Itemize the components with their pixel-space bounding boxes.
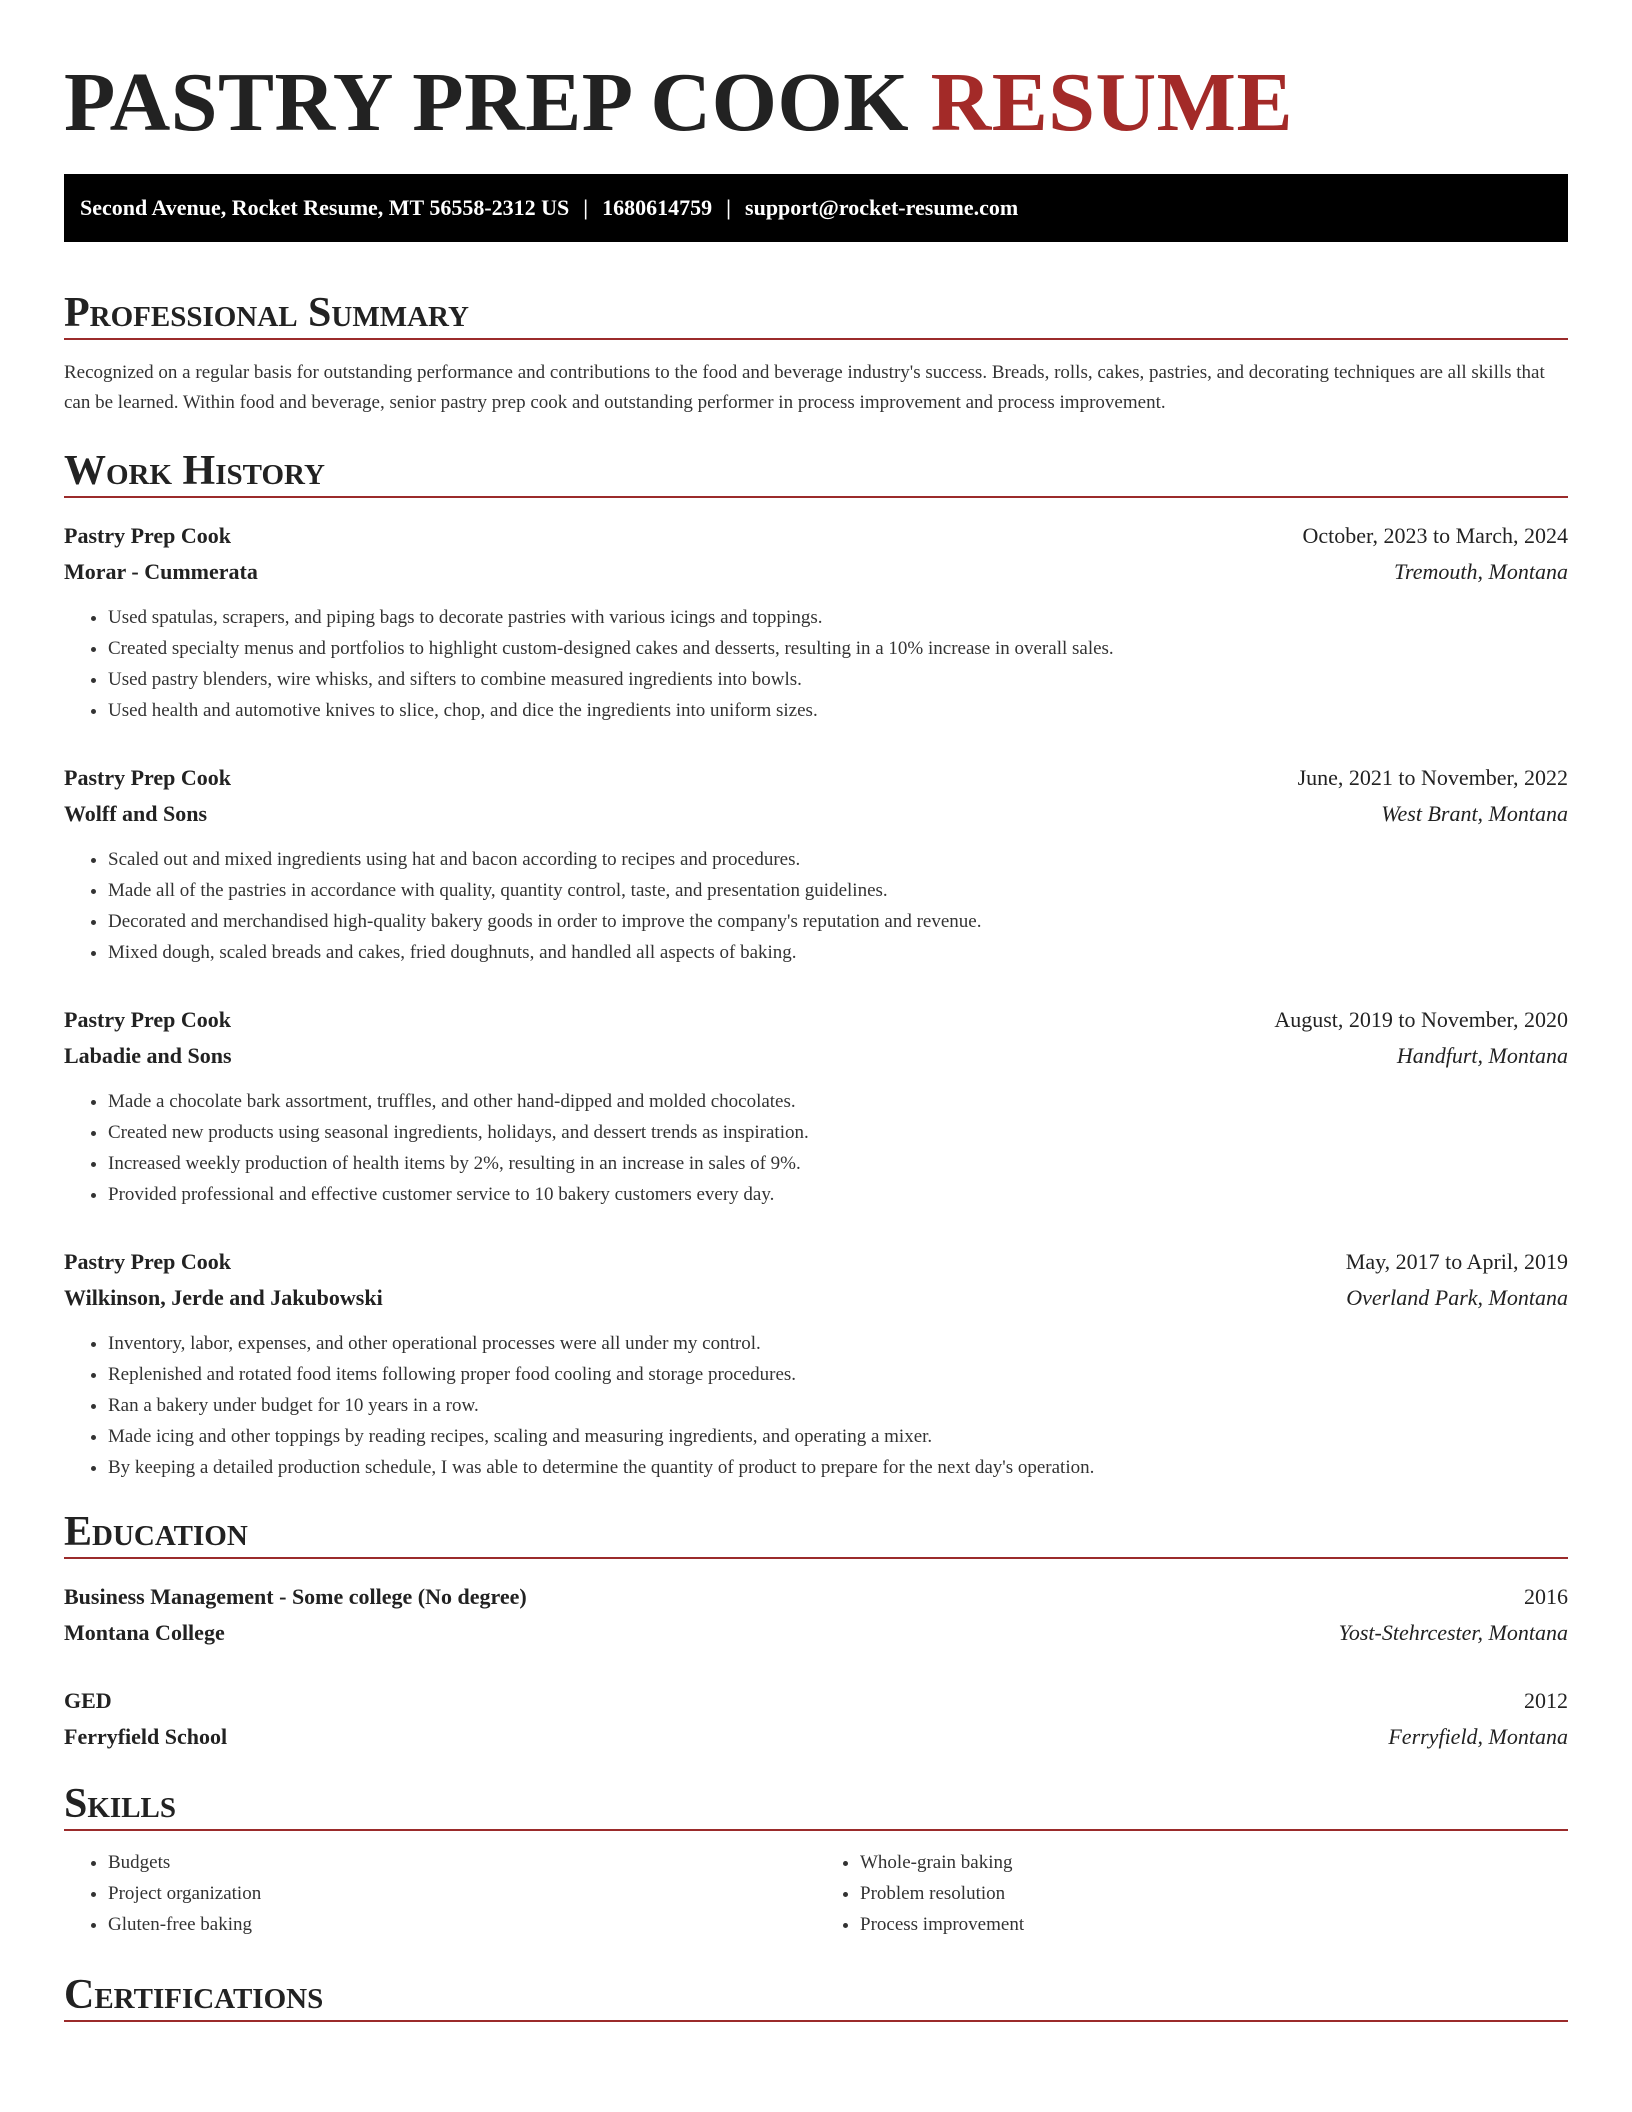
summary-text: Recognized on a regular basis for outstanding performance and contributions to the food and beverage industry's success. Breads, rolls, cakes, pastries, and decorating techniques are all skills that can be learned. Within food and beverage, senior pastry prep cook and outstanding performer in process improvement and process improvement. <box>64 362 1545 413</box>
job-bullets <box>64 602 1568 726</box>
job-company: Morar - Cummerata <box>64 559 258 584</box>
job-bullets <box>64 844 1568 968</box>
job-bullet: • Made a chocolate bark assortment, truffles, and other hand-dipped and molded chocolates. <box>108 1086 1568 1117</box>
contact-phone: 1680614759 <box>602 195 713 220</box>
skill-item: • Gluten-free baking <box>108 1909 816 1940</box>
job-bullet: • Ran a bakery under budget for 10 years in a row. <box>108 1390 1568 1421</box>
certifications-section <box>64 1970 1568 2022</box>
education-year: 2012 <box>1524 1688 1568 1713</box>
section-heading: Education <box>64 1509 248 1555</box>
job-title: Pastry Prep Cook <box>64 765 232 790</box>
job-bullet: • Decorated and merchandised high-quality bakery goods in order to improve the company's reputation and revenue. <box>108 906 1568 937</box>
job-entry <box>64 760 1568 968</box>
section-heading: Certifications <box>64 1972 324 2018</box>
contact-email[interactable]: support@rocket-resume.com <box>745 195 1019 220</box>
job-bullet: • Increased weekly production of health items by 2%, resulting in an increase in sales of 9%. <box>108 1148 1568 1179</box>
resume-title <box>64 0 1568 148</box>
education-school: Montana College <box>64 1620 225 1645</box>
contact-separator: | <box>583 195 589 220</box>
work-history-section <box>64 446 1568 1483</box>
education-location: Yost-Stehrcester, Montana <box>1338 1620 1568 1645</box>
section-heading: Skills <box>64 1781 177 1827</box>
skill-item: • Whole-grain baking <box>860 1847 1568 1878</box>
job-title: Pastry Prep Cook <box>64 1007 232 1032</box>
job-dates: October, 2023 to March, 2024 <box>1302 523 1568 548</box>
professional-summary-section <box>64 288 1568 418</box>
job-title: Pastry Prep Cook <box>64 1249 232 1274</box>
section-divider <box>64 2020 1568 2022</box>
skill-item: • Project organization <box>108 1878 816 1909</box>
education-degree: GED <box>64 1688 112 1713</box>
job-company: Wilkinson, Jerde and Jakubowski <box>64 1285 383 1310</box>
skills-columns <box>64 1847 1568 1940</box>
job-company: Wolff and Sons <box>64 801 208 826</box>
job-location: Tremouth, Montana <box>1394 559 1568 584</box>
education-entry <box>64 1579 1568 1651</box>
job-bullet: • Inventory, labor, expenses, and other operational processes were all under my control. <box>108 1328 1568 1359</box>
job-entry <box>64 1244 1568 1483</box>
job-entry <box>64 518 1568 726</box>
job-title: Pastry Prep Cook <box>64 523 232 548</box>
job-bullet: • Made icing and other toppings by reading recipes, scaling and measuring ingredients, and operating a mixer. <box>108 1421 1568 1452</box>
job-bullet: • Mixed dough, scaled breads and cakes, fried doughnuts, and handled all aspects of baking. <box>108 937 1568 968</box>
job-dates: August, 2019 to November, 2020 <box>1274 1007 1568 1032</box>
job-bullet: • Created new products using seasonal ingredients, holidays, and dessert trends as inspiration. <box>108 1117 1568 1148</box>
section-divider <box>64 1557 1568 1559</box>
skill-item: • Problem resolution <box>860 1878 1568 1909</box>
job-dates: June, 2021 to November, 2022 <box>1297 765 1568 790</box>
education-location: Ferryfield, Montana <box>1388 1724 1568 1749</box>
job-bullet: • Scaled out and mixed ingredients using hat and bacon according to recipes and procedures. <box>108 844 1568 875</box>
skill-item: • Budgets <box>108 1847 816 1878</box>
job-company: Labadie and Sons <box>64 1043 232 1068</box>
contact-bar <box>64 174 1568 242</box>
job-location: Handfurt, Montana <box>1396 1043 1568 1068</box>
job-bullets <box>64 1086 1568 1210</box>
job-location: Overland Park, Montana <box>1346 1285 1568 1310</box>
job-bullet: • Created specialty menus and portfolios to highlight custom-designed cakes and desserts, resulting in a 10% increase in overall sales. <box>108 633 1568 664</box>
contact-address: Second Avenue, Rocket Resume, MT 56558-2312 US <box>80 195 570 220</box>
job-bullet: • By keeping a detailed production schedule, I was able to determine the quantity of product to prepare for the next day's operation. <box>108 1452 1568 1483</box>
title-accent: RESUME <box>930 56 1293 149</box>
section-heading: Professional Summary <box>64 290 469 336</box>
job-bullet: • Made all of the pastries in accordance with quality, quantity control, taste, and presentation guidelines. <box>108 875 1568 906</box>
skills-right-list <box>816 1847 1568 1940</box>
education-section <box>64 1507 1568 1755</box>
skills-left-list <box>64 1847 816 1940</box>
job-bullet: • Used pastry blenders, wire whisks, and sifters to combine measured ingredients into bowls. <box>108 664 1568 695</box>
job-entry <box>64 1002 1568 1210</box>
section-divider <box>64 1829 1568 1831</box>
skill-item: • Process improvement <box>860 1909 1568 1940</box>
skills-section <box>64 1779 1568 1940</box>
section-heading: Work History <box>64 448 325 494</box>
job-bullet: • Provided professional and effective customer service to 10 bakery customers every day. <box>108 1179 1568 1210</box>
education-degree: Business Management - Some college (No degree) <box>64 1584 527 1609</box>
job-location: West Brant, Montana <box>1381 801 1568 826</box>
education-year: 2016 <box>1524 1584 1568 1609</box>
job-bullet: • Replenished and rotated food items following proper food cooling and storage procedures. <box>108 1359 1568 1390</box>
section-divider <box>64 338 1568 340</box>
contact-separator: | <box>726 195 732 220</box>
job-bullet: • Used spatulas, scrapers, and piping bags to decorate pastries with various icings and toppings. <box>108 602 1568 633</box>
section-divider <box>64 496 1568 498</box>
education-entry <box>64 1683 1568 1755</box>
job-bullet: • Used health and automotive knives to slice, chop, and dice the ingredients into uniform sizes. <box>108 695 1568 726</box>
title-main: PASTRY PREP COOK <box>64 56 931 149</box>
job-bullets <box>64 1328 1568 1483</box>
resume-page <box>64 0 1568 2022</box>
education-school: Ferryfield School <box>64 1724 228 1749</box>
job-dates: May, 2017 to April, 2019 <box>1345 1249 1568 1274</box>
